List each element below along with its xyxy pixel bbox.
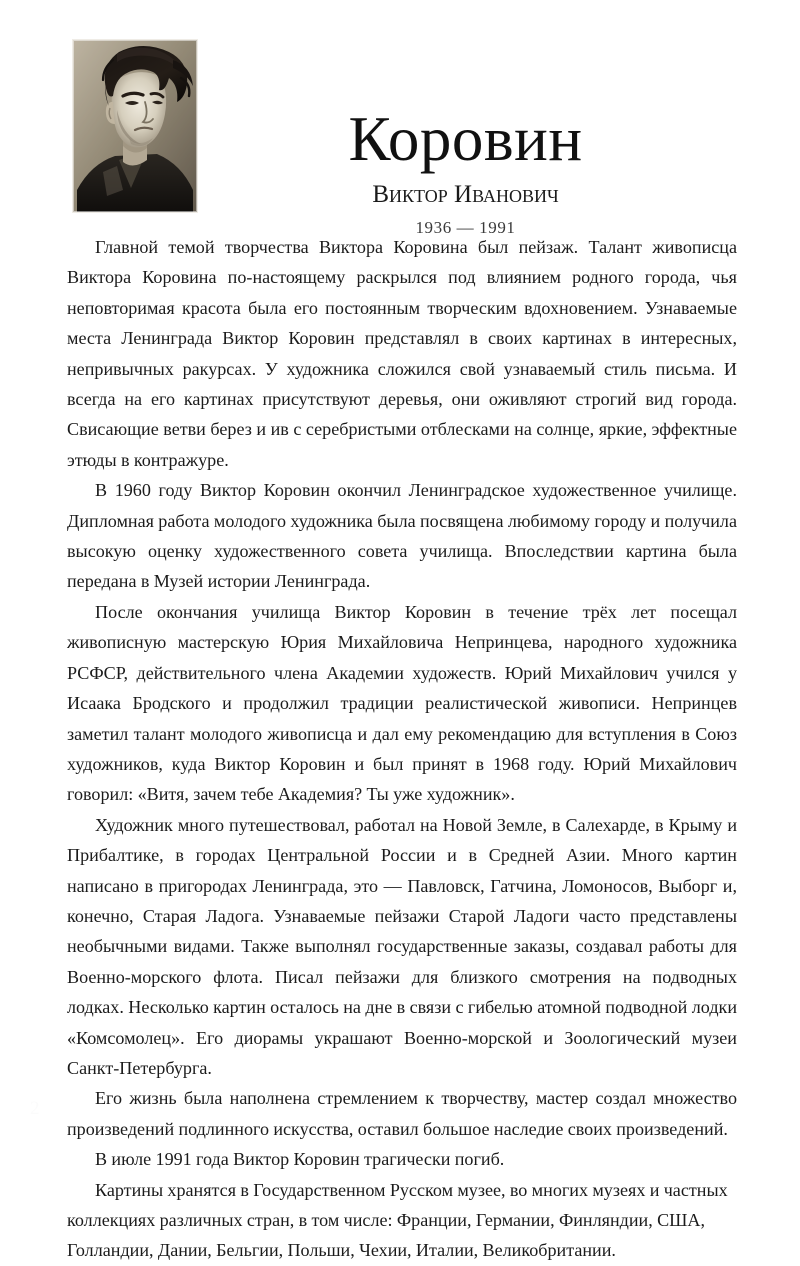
article-body xyxy=(67,232,737,1266)
paragraph: Главной темой творчества Виктора Коровина был пейзаж. Талант живописца Виктора Коровина по-настоящему раскрылся под влиянием родного города, чья неповторимая красота была его постоянным творческим вдохновением. Узнаваемые места Ленинграда Виктор Коровин представлял в своих картинах в интересных, непривычных ракурсах. У художника сложился свой узнаваемый стиль письма. И всегда на его картинах присутствуют деревья, они оживляют строгий вид города. Свисающие ветви берез и ив с серебристыми отблесками на солнце, яркие, эффектные этюды в контражуре. xyxy=(67,237,737,470)
paragraph: В 1960 году Виктор Коровин окончил Ленинградское художественное училище. Дипломная работа молодого художника была посвящена любимому городу и получила высокую оценку художественного совета училища. Впоследствии картина была передана в Музей истории Ленинграда. xyxy=(67,480,737,592)
portrait-photo xyxy=(73,40,197,212)
paragraph: Картины хранятся в Государственном Русском музее, во многих музеях и частных коллекциях различных стран, в том числе: Франции, Германии, Финляндии, США, Голландии, Дании, Бельгии, Польши, Чехии, Италии, Великобритании. xyxy=(67,1179,728,1261)
title-block xyxy=(197,40,742,237)
paragraph: Его жизнь была наполнена стремлением к творчеству, мастер создал множество произведений подлинного искусства, оставил большое наследие своих произведений. xyxy=(67,1088,737,1139)
paragraph: В июле 1991 года Виктор Коровин трагически погиб. xyxy=(95,1149,505,1170)
page-title-surname: Коровин xyxy=(348,104,583,174)
portrait-photo-image xyxy=(73,40,197,212)
paragraph: После окончания училища Виктор Коровин в течение трёх лет посещал живописную мастерскую Юрия Михайловича Непринцева, народного художника РСФСР, действительного члена Академии художеств. Юрий Михайлович учился у Исаака Бродского и продолжил традиции реалистической живописи. Непринцев заметил талант молодого живописца и дал ему рекомендацию для вступления в Союз художников, куда Виктор Коровин и был принят в 1968 году. Юрий Михайлович говорил: «Витя, зачем тебе Академия? Ты уже художник». xyxy=(67,601,737,805)
article-header xyxy=(0,0,800,237)
paragraph: Художник много путешествовал, работал на Новой Земле, в Салехарде, в Крыму и Прибалтике, в городах Центральной России и в Средней Азии. Много картин написано в пригородах Ленинграда, это — Павловск, Гатчина, Ломоносов, Выборг и, конечно, Старая Ладога. Узнаваемые пейзажи Старой Ладоги часто представлены необычными видами. Также выполнял государственные заказы, создавал работы для Военно-морского флота. Писал пейзажи для близкого смотрения на подводных лодках. Несколько картин осталось на дне в связи с гибелью атомной подводной лодки «Комсомолец». Его диорамы украшают Военно-морской и Зоологический музеи Санкт-Петербурга. xyxy=(67,814,737,1078)
page-number: 2 xyxy=(30,1098,40,1119)
life-years: 1936 — 1991 xyxy=(415,218,516,237)
page-subtitle-given-name: Виктор Иванович xyxy=(372,181,559,208)
